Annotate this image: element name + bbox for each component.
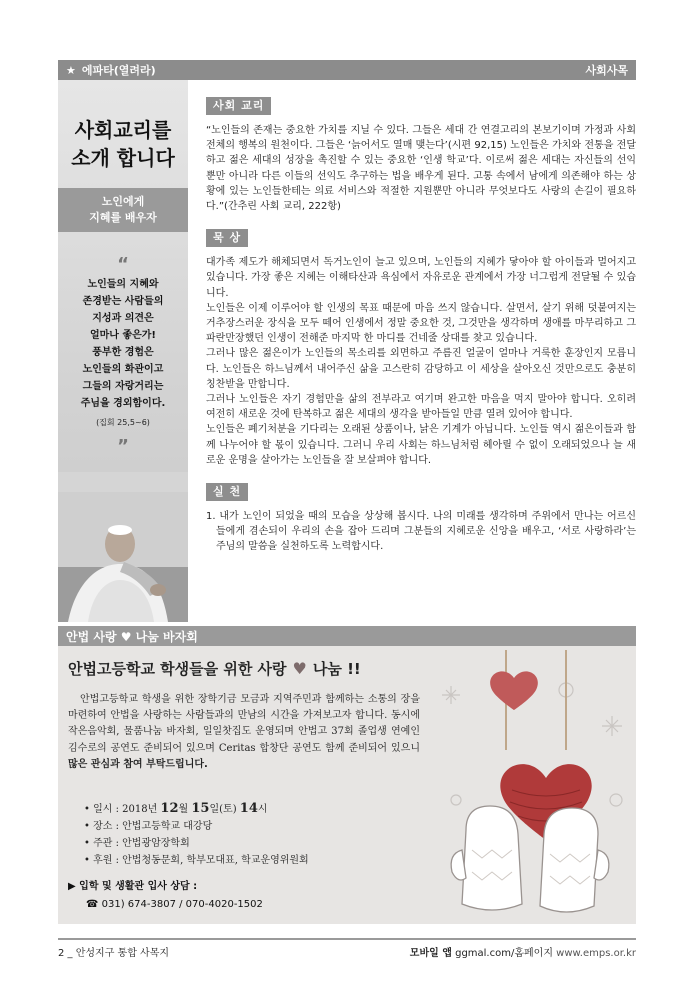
event-description xyxy=(68,692,420,773)
mittens-heart-illustration xyxy=(426,650,636,922)
bazaar-title-label: 안법 사랑 ♥ 나눔 바자회 xyxy=(66,629,198,644)
heart-icon: ♥ xyxy=(292,659,307,678)
quote-line: 지성과 의견은 xyxy=(92,313,154,324)
date-hour: 14 xyxy=(239,801,258,816)
date-month-unit: 월 xyxy=(178,804,189,815)
doctrine-text xyxy=(206,123,636,214)
quote-line: 풍부한 경험은 xyxy=(92,347,154,358)
sidebar-title xyxy=(58,116,188,172)
practice-label: 실 천 xyxy=(206,483,248,501)
bazaar-panel xyxy=(58,646,636,924)
sidebar-title-line: 소개 합니다 xyxy=(71,146,175,170)
footer-contact xyxy=(410,944,636,959)
footer-app-label: 모바일 앱 xyxy=(409,948,452,959)
meditation-text xyxy=(206,255,636,468)
sidebar-panel xyxy=(58,80,188,622)
meditation-paragraph: 대가족 제도가 해체되면서 독거노인이 늘고 있으며, 노인들의 지혜가 닿아야 할 아이들과 멀어지고 있습니다. 가장 좋은 지혜는 이해타산과 욕심에서 자유로운 관계에서 가장 너그럽게 전달될 수 있습니다. xyxy=(206,257,636,299)
practice-paragraph: 1. 내가 노인이 되었을 때의 모습을 상상해 봅시다. 나의 미래를 생각하며 주위에서 만나는 어르신들에게 겸손되이 우리의 손을 잡아 드리며 그분들의 지혜로운 신앙을 배우고, ‘서로 사랑하라’는 주님의 말씀을 실천하도록 노력합시다. xyxy=(206,511,636,553)
quote-line: 주님을 경외함이다. xyxy=(80,398,166,409)
star-icon: ★ xyxy=(66,63,76,77)
event-place: • 장소 : 안법고등학교 대강당 xyxy=(84,821,213,832)
event-sponsor: • 후원 : 안법청동문회, 학부모대표, 학교운영위원회 xyxy=(84,855,309,866)
column-title: 에파타(열려라) xyxy=(81,64,156,77)
close-quote-icon: ” xyxy=(117,436,129,457)
scripture-quote xyxy=(58,276,188,412)
sidebar-title-line: 사회교리를 xyxy=(74,118,172,142)
date-month: 12 xyxy=(160,801,179,816)
footer-homepage-link[interactable]: www.emps.or.kr xyxy=(556,948,636,959)
meditation-paragraph: 그러나 많은 젊은이가 노인들의 목소리를 외면하고 주름진 얼굴이 얼마나 거룩한 훈장인지 모릅니다. 노인들은 하느님께서 내어주신 삶을 고스란히 감당하고 이 세상을 살아오신 것만으로도 충분히 칭찬받을 만합니다. xyxy=(206,348,636,390)
date-day-unit: 일(토) xyxy=(209,804,237,815)
event-host: • 주관 : 안법광암장학회 xyxy=(84,838,190,849)
quote-line: 얼마나 좋은가! xyxy=(89,330,156,341)
event-title-text: 나눔 !! xyxy=(312,660,361,678)
meditation-paragraph: 노인들은 폐기처분을 기다리는 오래된 상품이나, 낡은 기계가 아닙니다. 노인들 역시 젊은이들과 함께 나누어야 할 몫이 있습니다. 그러니 우리 사회는 하느님처럼 헤아릴 수 없이 오래되었으나 늘 새로운 운명을 살아가는 노인들을 잘 보살펴야 합니다. xyxy=(206,424,636,466)
quote-line: 그들의 자랑거리는 xyxy=(82,381,164,392)
event-title xyxy=(68,658,361,679)
page-footer xyxy=(58,944,636,959)
meditation-paragraph: 노인들은 이제 이루어야 할 인생의 목표 때문에 마음 쓰지 않습니다. 살면서, 살기 위해 덧붙여지는 거추장스러운 장식을 모두 떼어 인생에서 정말 중요한 것, 그것만을 생각하며 생애를 마무리하고 그 파란만장했던 인생이 전해준 마지막 한 마디를 건네줄 상대를 찾고 있습니다. xyxy=(206,302,636,345)
quote-line: 존경받는 사람들의 xyxy=(82,296,164,307)
quote-line: 노인들의 화관이고 xyxy=(82,364,164,375)
main-column xyxy=(206,94,636,555)
open-quote-icon: “ xyxy=(117,254,129,275)
practice-text xyxy=(206,509,636,555)
quote-line: 노인들의 지혜와 xyxy=(87,279,159,290)
contact-info xyxy=(68,878,263,914)
sidebar-subtitle-line: 지혜를 배우자 xyxy=(89,211,157,224)
sidebar-subtitle-line: 노인에게 xyxy=(101,195,145,208)
category-label: 사회사목 xyxy=(585,64,628,77)
doctrine-paragraph: “노인들의 존재는 중요한 가치를 지닐 수 있다. 그들은 세대 간 연결고리의 본보기이며 가정과 사회 전체의 행복의 원천이다. 그들은 ‘늙어서도 열매 맺는다’(시편 92,15) 노인들은 가치와 전통을 전달하고 젊은 세대의 성장을 촉진할 수 있는 중요한 ‘인생 학교’다. 이로써 젊은 세대는 자신들의 선익뿐만 아니라 다른 이들의 선익도 추구하는 법을 배우게 된다. 고통 속에서 남에게 의존해야 하는 상황에 있는 노인들한테는 의료 서비스와 적절한 지원뿐만 아니라 무엇보다도 사랑의 손길이 필요하다.”(간추린 사회 교리, 222항) xyxy=(206,125,636,213)
event-description-text: 안법고등학교 학생을 위한 장학기금 모금과 지역주민과 함께하는 소통의 장을 마련하여 안법을 사랑하는 사람들과의 만남의 시간을 가져보고자 합니다. 동시에 작은음악회, 물품나눔 바자회, 일일찻집도 운영되며 안법고 37회 졸업생 연예인 김수로의 공연도 준비되어 있으며 Ceritas 합창단 공연도 함께 준비되어 있으니 xyxy=(68,694,420,754)
event-date xyxy=(84,800,309,818)
sidebar-subtitle xyxy=(58,188,188,232)
meditation-label: 묵 상 xyxy=(206,229,248,247)
event-description-emphasis: 많은 관심과 참여 부탁드립니다. xyxy=(68,758,208,770)
date-hour-unit: 시 xyxy=(257,804,268,815)
praying-pope-photo xyxy=(58,472,188,622)
bazaar-header-bar xyxy=(58,626,636,646)
doctrine-label: 사회 교리 xyxy=(206,97,271,115)
meditation-paragraph: 그러나 노인들은 자기 경험만을 삶의 전부라고 여기며 완고한 마음을 먹지 말아야 합니다. 오히려 여전히 새로운 것에 탄복하고 젊은 세대의 생각을 받아들일 만큼 열려 있어야 합니다. xyxy=(206,394,636,421)
contact-phone: ☎ 031) 674-3807 / 070-4020-1502 xyxy=(86,899,263,910)
contact-heading: ▶ 입학 및 생활관 입사 상담 : xyxy=(68,881,198,892)
section-header-bar xyxy=(58,60,636,80)
quote-reference: (집회 25,5~6) xyxy=(96,418,150,427)
footer-app-address: ggmal.com/홈페이지 xyxy=(455,948,553,959)
date-day: 15 xyxy=(191,801,210,816)
footer-page-info: 2 _ 안성지구 통합 사목지 xyxy=(58,948,170,959)
event-title-text: 안법고등학교 학생들을 위한 사랑 xyxy=(68,660,287,678)
date-prefix: • 일시 : 2018년 xyxy=(84,804,158,815)
event-details xyxy=(84,800,309,869)
footer-divider xyxy=(58,938,636,940)
